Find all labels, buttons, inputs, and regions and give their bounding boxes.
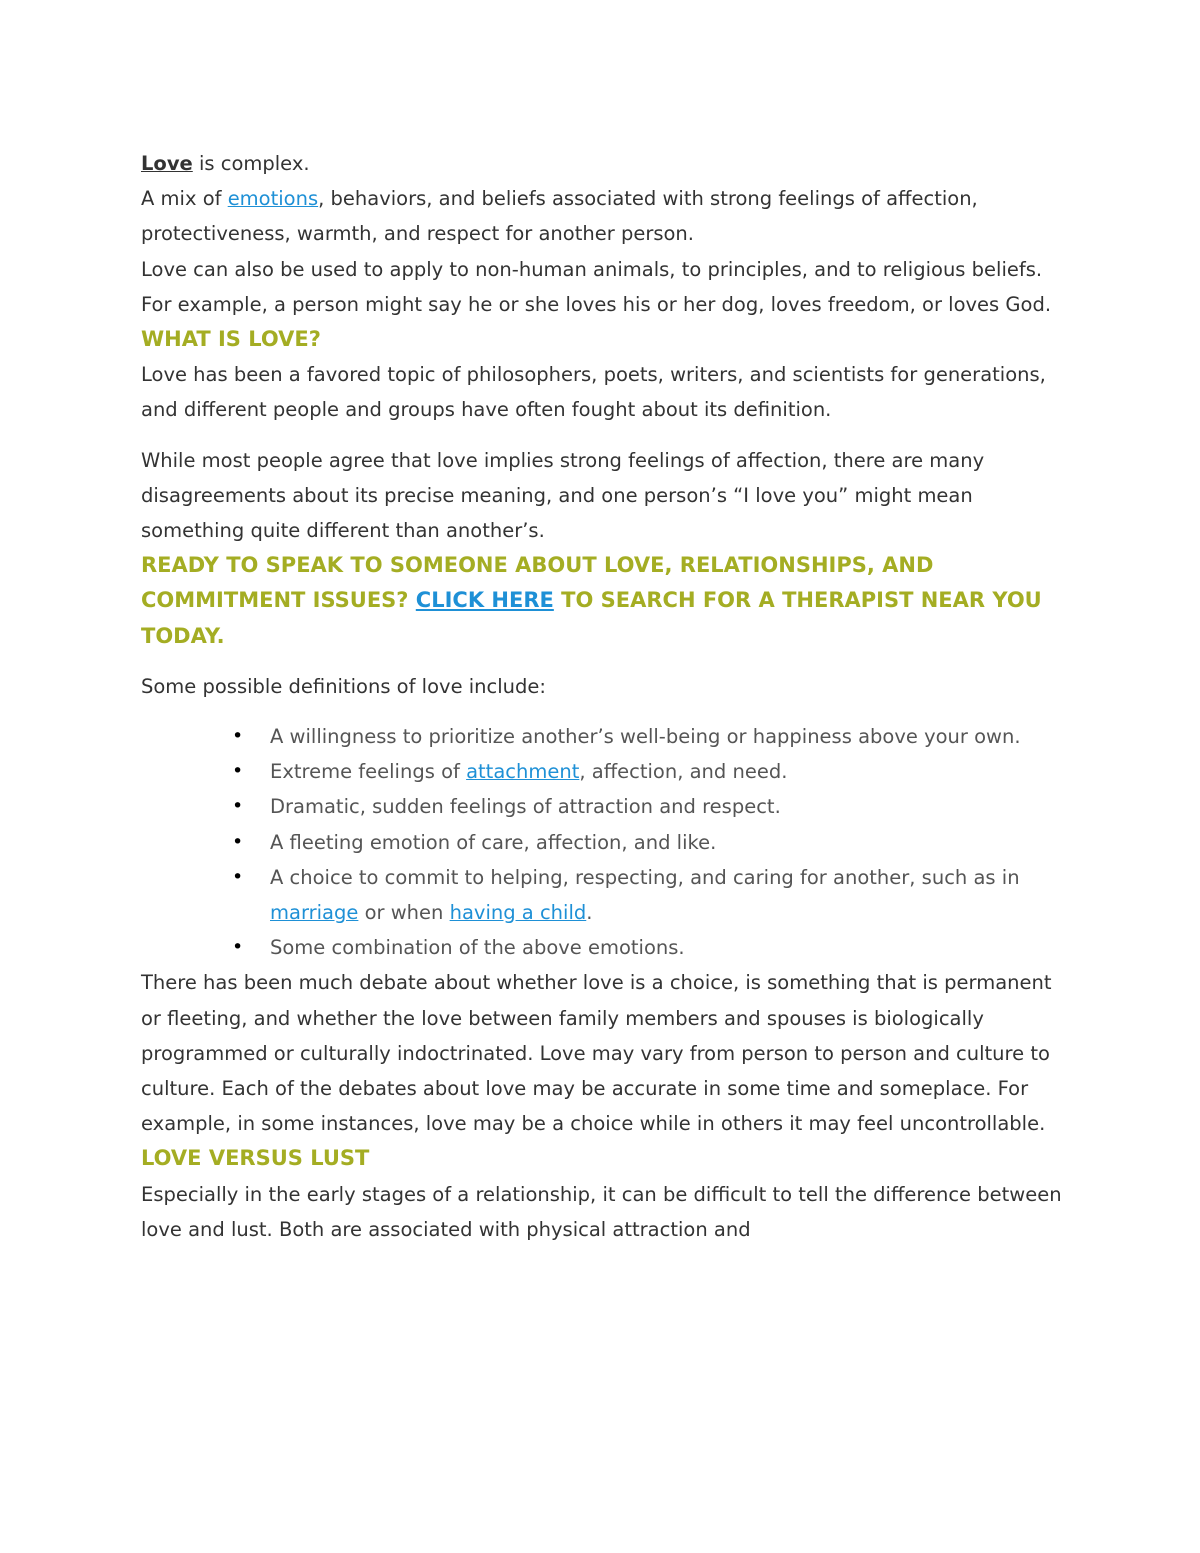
love-term: Love: [141, 152, 193, 175]
having-a-child-link[interactable]: having a child: [449, 901, 587, 925]
marriage-link[interactable]: marriage: [270, 901, 359, 925]
intro-paragraph-nonhuman: Love can also be used to apply to non-human animals, to principles, and to religious beliefs. For example, a person might say he or she loves his or her dog, loves freedom, or loves God.: [141, 257, 1052, 316]
list-item: [232, 825, 1071, 860]
list-item: [232, 719, 1071, 754]
definitions-list: [141, 719, 1071, 965]
list-item-text: A choice to commit to helping, respecting, and caring for another, such as in: [270, 865, 1020, 889]
list-item-text: .: [586, 901, 593, 925]
list-item-text: A willingness to prioritize another’s well-being or happiness above your own.: [270, 725, 1021, 749]
list-item: [232, 789, 1071, 824]
intro-line-text: is complex.: [192, 152, 310, 175]
list-item-text: A fleeting emotion of care, affection, and like.: [270, 830, 717, 854]
cta-text-after-link: TO SEARCH FOR A THERAPIST NEAR YOU TODAY.: [141, 588, 1042, 648]
document-body: [141, 146, 1071, 1247]
debate-paragraph: There has been much debate about whether love is a choice, is something that is permanent or fleeting, and whether the love between family members and spouses is biologically programmed or culturally indoctrinated. Love may vary from person to person and culture to culture. Each of the debates about love may be accurate in some time and someplace. For example, in some instances, love may be a choice while in others it may feel uncontrollable.: [141, 971, 1052, 1136]
therapist-cta-heading: [141, 548, 1071, 654]
love-versus-lust-paragraph: Especially in the early stages of a relationship, it can be difficult to tell the difference between love and lust. Both are associated with physical attraction and: [141, 1182, 1062, 1241]
bullet-icon: •: [232, 725, 244, 748]
cta-text-before-link: READY TO SPEAK TO SOMEONE ABOUT LOVE, RELATIONSHIPS, AND COMMITMENT ISSUES?: [141, 553, 934, 613]
list-item-text: Dramatic, sudden feelings of attraction and respect.: [270, 795, 781, 819]
attachment-link[interactable]: attachment: [466, 760, 580, 784]
bullet-icon: •: [232, 865, 244, 888]
list-item-text: Extreme feelings of: [270, 760, 467, 784]
bullet-icon: •: [232, 760, 244, 783]
intro-text-before-link: A mix of: [141, 187, 228, 211]
list-item-text: or when: [358, 901, 450, 925]
intro-line: [141, 146, 1071, 181]
what-is-love-heading: WHAT IS LOVE?: [141, 327, 321, 352]
list-item: [232, 930, 1071, 965]
list-item: [232, 860, 1071, 930]
list-item: [232, 754, 1071, 789]
bullet-icon: •: [232, 936, 244, 959]
definitions-intro: Some possible definitions of love include:: [141, 674, 546, 698]
what-is-love-paragraph-2: While most people agree that love implies strong feelings of affection, there are many disagreements about its precise meaning, and one person’s “I love you” might mean something quite different than another’s.: [141, 448, 985, 543]
list-item-text: Some combination of the above emotions.: [270, 936, 685, 960]
click-here-link[interactable]: CLICK HERE: [415, 588, 554, 613]
bullet-icon: •: [232, 830, 244, 853]
what-is-love-paragraph-1: Love has been a favored topic of philosophers, poets, writers, and scientists for generations, and different people and groups have often fought about its definition.: [141, 363, 1046, 422]
love-versus-lust-heading: LOVE VERSUS LUST: [141, 1146, 370, 1171]
emotions-link[interactable]: emotions: [227, 187, 319, 211]
intro-paragraph-emotions: [141, 181, 1071, 251]
intro-text-after-link: , behaviors, and beliefs associated with strong feelings of affection, protectiveness, warmth, and respect for another person.: [141, 187, 978, 246]
bullet-icon: •: [232, 795, 244, 818]
list-item-text: , affection, and need.: [579, 760, 788, 784]
